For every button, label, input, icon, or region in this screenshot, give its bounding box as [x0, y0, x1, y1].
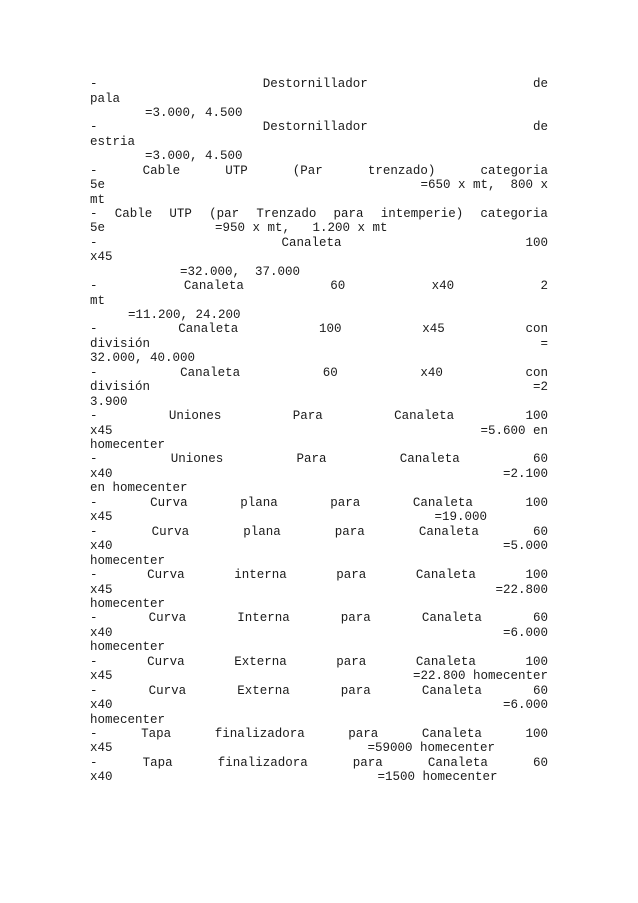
item-line: homecenter: [90, 597, 166, 611]
item-line: 5e =650 x mt, 800 x: [90, 178, 548, 192]
item-line: x45 =19.000: [90, 510, 488, 524]
item-price: =32.000, 37.000: [180, 265, 301, 279]
item-line: pala: [90, 92, 121, 106]
item-line: división =: [90, 337, 548, 351]
item-line: - Curva plana para Canaleta 60: [90, 525, 548, 539]
item-line: mt: [90, 294, 106, 308]
item-line: - Cable UTP (par Trenzado para intemperie) categoria: [90, 207, 548, 221]
item-price: 3.900: [90, 395, 128, 409]
item-line: - Uniones Para Canaleta 100: [90, 409, 548, 423]
item-line: x45: [90, 250, 113, 264]
item-line: - Uniones Para Canaleta 60: [90, 452, 548, 466]
item-line: - Tapa finalizadora para Canaleta 100: [90, 727, 548, 741]
item-price: =11.200, 24.200: [128, 308, 241, 322]
item-line: x45 =59000 homecenter: [90, 741, 496, 755]
item-line: - Cable UTP (Par trenzado) categoria: [90, 164, 548, 178]
item-line: 5e =950 x mt, 1.200 x mt: [90, 221, 388, 235]
item-line: - Curva Externa para Canaleta 60: [90, 684, 548, 698]
item-line: en homecenter: [90, 481, 188, 495]
item-line: - Destornillador de: [90, 120, 548, 134]
item-line: x40 =1500 homecenter: [90, 770, 498, 784]
item-price: =3.000, 4.500: [145, 149, 243, 163]
item-line: estria: [90, 135, 136, 149]
item-price: =3.000, 4.500: [145, 106, 243, 120]
item-line: - Canaleta 100: [90, 236, 548, 250]
item-line: homecenter: [90, 438, 166, 452]
item-line: mt: [90, 193, 106, 207]
item-line: división =2: [90, 380, 548, 394]
item-line: - Tapa finalizadora para Canaleta 60: [90, 756, 548, 770]
item-line: x45 =22.800: [90, 583, 548, 597]
item-line: x45 =22.800 homecenter: [90, 669, 548, 683]
item-line: homecenter: [90, 640, 166, 654]
item-line: x40 =6.000: [90, 698, 548, 712]
item-line: homecenter: [90, 713, 166, 727]
item-line: x40 =2.100: [90, 467, 548, 481]
item-line: - Destornillador de: [90, 77, 548, 91]
item-line: homecenter: [90, 554, 166, 568]
item-line: - Curva interna para Canaleta 100: [90, 568, 548, 582]
item-line: - Canaleta 60 x40 con: [90, 366, 548, 380]
item-line: x40 =5.000: [90, 539, 548, 553]
item-line: - Curva Externa para Canaleta 100: [90, 655, 548, 669]
item-line: - Curva Interna para Canaleta 60: [90, 611, 548, 625]
item-line: x40 =6.000: [90, 626, 548, 640]
item-line: - Curva plana para Canaleta 100: [90, 496, 548, 510]
item-price: 32.000, 40.000: [90, 351, 196, 365]
item-line: - Canaleta 100 x45 con: [90, 322, 548, 336]
item-line: x45 =5.600 en: [90, 424, 548, 438]
item-line: - Canaleta 60 x40 2: [90, 279, 548, 293]
